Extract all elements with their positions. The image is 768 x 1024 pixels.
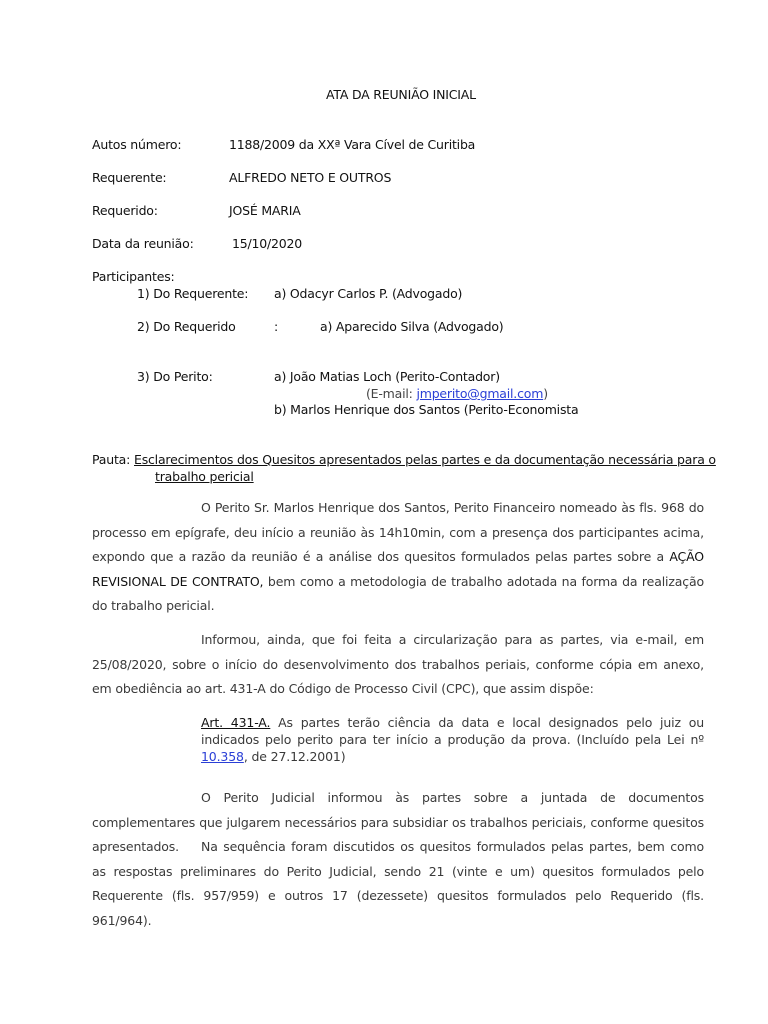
- paragraph-1: [92, 496, 704, 619]
- participante-perito-b: b) Marlos Henrique dos Santos (Perito-Economista: [274, 402, 579, 417]
- law-link[interactable]: 10.358: [201, 749, 244, 764]
- email-prefix: (E-mail:: [366, 386, 417, 401]
- pauta-text-line2: trabalho pericial: [155, 469, 254, 484]
- participante-perito-a: a) João Matias Loch (Perito-Contador): [274, 369, 500, 384]
- quote-article: Art. 431-A.: [201, 715, 271, 730]
- participante-requerente-label: 1) Do Requerente:: [137, 286, 249, 301]
- pauta-label: Pauta:: [92, 452, 131, 467]
- paragraph-2: [92, 628, 704, 702]
- participante-requerido-label: 2) Do Requerido: [137, 319, 236, 334]
- paragraph-1-text: O Perito Sr. Marlos Henrique dos Santos, Perito Financeiro nomeado às fls. 968 do processo em epígrafe, deu início a reunião às 14h10min, com a presença dos participantes acima, expondo que a razão da reunião é a análise dos quesitos formulados pelas partes sobre a: [92, 500, 704, 565]
- perito-email-line: [366, 386, 548, 401]
- participante-requerido-colon: :: [274, 319, 279, 334]
- participante-requerente-value: a) Odacyr Carlos P. (Advogado): [274, 286, 463, 301]
- participantes-label: Participantes:: [92, 269, 175, 284]
- quote-text-end: , de 27.12.2001): [243, 749, 346, 764]
- requerente-value: ALFREDO NETO E OUTROS: [229, 170, 392, 185]
- email-link[interactable]: jmperito@gmail.com: [416, 386, 544, 401]
- paragraph-4: [92, 835, 704, 933]
- pauta-text-line1: Esclarecimentos dos Quesitos apresentados pelas partes e da documentação necessária para o: [134, 452, 716, 467]
- autos-label: Autos número:: [92, 137, 182, 152]
- participante-perito-label: 3) Do Perito:: [137, 369, 213, 384]
- paragraph-3-text: O Perito Judicial informou às partes sobre a juntada de documentos complementares que julgarem necessários para subsidiar os trabalhos periciais, conforme quesitos apresentados.: [92, 790, 704, 855]
- legal-quote: [201, 714, 704, 765]
- document-title: ATA DA REUNIÃO INICIAL: [326, 87, 476, 102]
- requerido-value: JOSÉ MARIA: [229, 203, 301, 218]
- email-suffix: ): [543, 386, 548, 401]
- acao-revisional-highlight: AÇÃO REVISIONAL DE CONTRATO,: [92, 549, 704, 589]
- participante-requerido-value: a) Aparecido Silva (Advogado): [320, 319, 504, 334]
- data-label: Data da reunião:: [92, 236, 194, 251]
- paragraph-2-text: Informou, ainda, que foi feita a circularização para as partes, via e-mail, em 25/08/2020, sobre o início do desenvolvimento dos trabalhos periais, conforme cópia em anexo, em obediência ao art. 431-A do Código de Processo Civil (CPC), que assim dispõe:: [92, 632, 704, 697]
- paragraph-4-text: Na sequência foram discutidos os quesitos formulados pelas partes, bem como as respostas preliminares do Perito Judicial, sendo 21 (vinte e um) quesitos formulados pelo Requerente (fls. 957/959) e outros 17 (dezessete) quesitos formulados pelo Requerido (fls. 961/964).: [92, 839, 704, 928]
- data-value: 15/10/2020: [232, 236, 303, 251]
- requerido-label: Requerido:: [92, 203, 158, 218]
- requerente-label: Requerente:: [92, 170, 167, 185]
- paragraph-1-text-end: bem como a metodologia de trabalho adotada na forma da realização do trabalho pericial.: [92, 573, 704, 614]
- quote-text: As partes terão ciência da data e local designados pelo juiz ou indicados pelo perito para ter início a produção da prova. (Incluído pela Lei nº: [201, 715, 704, 747]
- autos-value: 1188/2009 da XXª Vara Cível de Curitiba: [229, 137, 476, 152]
